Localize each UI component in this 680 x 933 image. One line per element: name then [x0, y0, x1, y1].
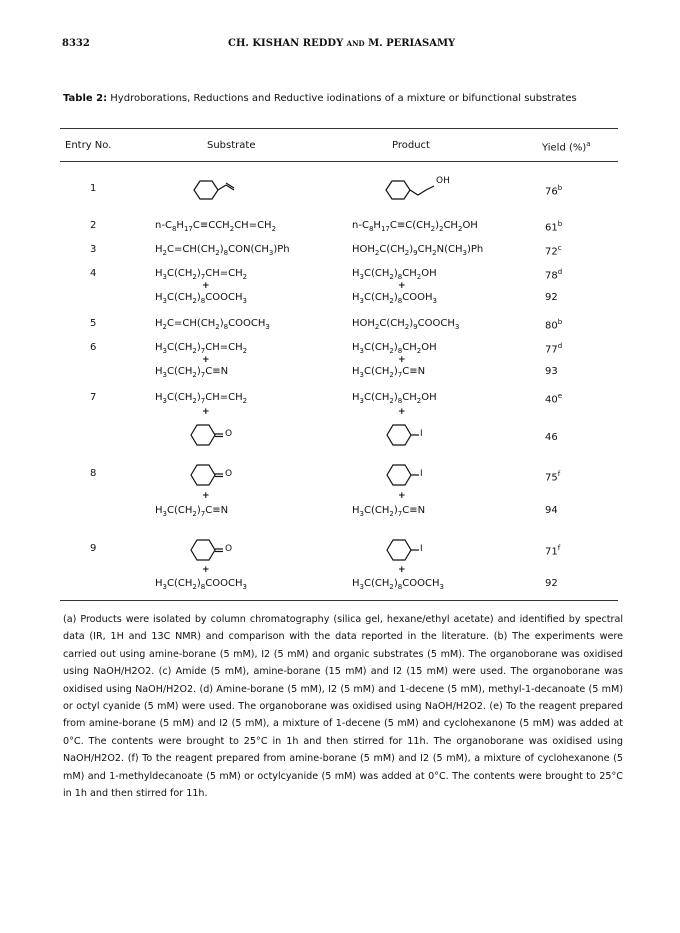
entry-number: 6 — [90, 342, 97, 353]
entry-number: 2 — [90, 220, 97, 231]
entry-number: 9 — [90, 543, 97, 554]
yield-value: 61$^b$ — [545, 220, 563, 234]
product-formula: $n-C_8H_{17}C\equiv C(CH_2)_2CH_2OH$ — [352, 220, 478, 233]
yield-value: 92 — [545, 578, 558, 589]
table-header-rule — [60, 161, 618, 162]
entry-number: 4 — [90, 268, 97, 279]
product-formula: $HOH_2C(CH_2)_9CH_2N(CH_3)Ph$ — [352, 244, 484, 257]
iodocyclohexane-structure — [383, 420, 433, 450]
hydroxyl-label: OH — [436, 176, 450, 186]
yield-value: 75$^f$ — [545, 470, 561, 484]
yield-value: 78$^d$ — [545, 268, 563, 282]
iodocyclohexane-structure — [383, 460, 433, 490]
col-header-entry: Entry No. — [65, 140, 112, 151]
substrate-formula: $H_2C=CH(CH_2)_8CON(CH_3)Ph$ — [155, 244, 290, 257]
substrate-formula: $H_3C(CH_2)_7C\equiv N$ — [155, 366, 229, 379]
product-formula: $H_3C(CH_2)_7C\equiv N$ — [352, 366, 426, 379]
entry-number: 8 — [90, 468, 97, 479]
product-formula: $H_3C(CH_2)_8CH_2OH$ — [352, 342, 437, 355]
yield-value: 72$^c$ — [545, 244, 562, 258]
running-head-authors: CH. KISHAN REDDY and M. PERIASAMY — [228, 38, 456, 49]
plus-sign: + — [202, 281, 210, 291]
substrate-formula: $H_3C(CH_2)_7C\equiv N$ — [155, 505, 229, 518]
col-header-yield: Yield (%)$^a$ — [542, 140, 591, 154]
substrate-formula: $n-C_8H_{17}C\equiv CCH_2CH=CH_2$ — [155, 220, 277, 233]
yield-value: 76$^b$ — [545, 184, 563, 198]
yield-value: 46 — [545, 432, 558, 443]
table-caption-text: Hydroborations, Reductions and Reductive iodinations of a mixture or bifunctional substrates — [110, 93, 577, 104]
iodine-label: I — [420, 544, 423, 554]
iodine-label: I — [420, 469, 423, 479]
plus-sign: + — [398, 491, 406, 501]
plus-sign: + — [202, 565, 210, 575]
yield-value: 93 — [545, 366, 558, 377]
yield-value: 92 — [545, 292, 558, 303]
product-formula: $H_3C(CH_2)_8CH_2OH$ — [352, 268, 437, 281]
col-header-substrate: Substrate — [207, 140, 256, 151]
yield-value: 77$^d$ — [545, 342, 563, 356]
table-caption-label: Table 2: — [63, 93, 108, 104]
table-footnotes: (a) Products were isolated by column chromatography (silica gel, hexane/ethyl acetate) and identified by spectral data (IR, 1H and 13C NMR) and comparison with the data reported in the literature. (b) The experiments were carried out using amine-borane (5 mM), I2 (5 mM) and organic substrates (5 mM). The organoborane was oxidised using NaOH/H2O2. (c) Amide (5 mM), amine-borane (15 mM) and I2 (15 mM) were used. The organoborane was oxidised using NaOH/H2O2. (d) Amine-borane (5 mM), I2 (5 mM) and 1-decene (5 mM), methyl-1-decanoate (5 mM) or octyl cyanide (5 mM) were used. The organoborane was oxidised using NaOH/H2O2. (e) To the reagent prepared from amine-borane (5 mM) and I2 (5 mM), a mixture of 1-decene (5 mM) and cyclohexanone (5 mM) was added at 0°C. The contents were brought to 25°C in 1h and then stirred for 11h. The organoborane was oxidised using NaOH/H2O2. (f) To the reagent prepared from amine-borane (5 mM) and I2 (5 mM), a mixture of cyclohexanone (5 mM) and 1-methyldecanoate (5 mM) or octylcyanide (5 mM) was added at 0°C. The contents were brought to 25°C in 1h and then stirred for 11h. — [63, 614, 623, 800]
product-formula: $H_3C(CH_2)_7C\equiv N$ — [352, 505, 426, 518]
iodocyclohexane-structure — [383, 535, 433, 565]
plus-sign: + — [398, 407, 406, 417]
plus-sign: + — [202, 407, 210, 417]
product-formula: $H_3C(CH_2)_8COOH_3$ — [352, 292, 437, 305]
plus-sign: + — [202, 491, 210, 501]
page-number: 8332 — [62, 38, 90, 49]
product-formula: $H_3C(CH_2)_8COOCH_3$ — [352, 578, 444, 591]
entry-number: 5 — [90, 318, 97, 329]
oxygen-label: O — [225, 469, 233, 479]
substrate-formula: $H_2C=CH(CH_2)_8COOCH_3$ — [155, 318, 270, 331]
table-bottom-rule — [60, 600, 618, 601]
product-formula: $H_3C(CH_2)_8CH_2OH$ — [352, 392, 437, 405]
entry-number: 7 — [90, 392, 97, 403]
substrate-formula: $H_3C(CH_2)_7CH=CH_2$ — [155, 392, 248, 405]
yield-value: 71$^f$ — [545, 544, 561, 558]
table-caption — [63, 91, 623, 107]
oxygen-label: O — [225, 544, 233, 554]
plus-sign: + — [398, 355, 406, 365]
oxygen-label: O — [225, 429, 233, 439]
plus-sign: + — [398, 565, 406, 575]
vinylcyclohexene-structure — [190, 176, 260, 204]
yield-value: 94 — [545, 505, 558, 516]
product-formula: $HOH_2C(CH_2)_9COOCH_3$ — [352, 318, 460, 331]
plus-sign: + — [398, 281, 406, 291]
substrate-formula: $H_3C(CH_2)_7CH=CH_2$ — [155, 268, 248, 281]
yield-value: 80$^b$ — [545, 318, 563, 332]
entry-number: 1 — [90, 183, 97, 194]
yield-value: 40e — [545, 392, 563, 406]
substrate-formula: $H_3C(CH_2)_7CH=CH_2$ — [155, 342, 248, 355]
table-top-rule — [60, 128, 618, 129]
cyclohexylethanol-structure — [382, 176, 472, 204]
iodine-label: I — [420, 429, 423, 439]
col-header-product: Product — [392, 140, 430, 151]
entry-number: 3 — [90, 244, 97, 255]
substrate-formula: $H_3C(CH_2)_8COOCH_3$ — [155, 578, 247, 591]
plus-sign: + — [202, 355, 210, 365]
substrate-formula: $H_3C(CH_2)_8COOCH_3$ — [155, 292, 247, 305]
